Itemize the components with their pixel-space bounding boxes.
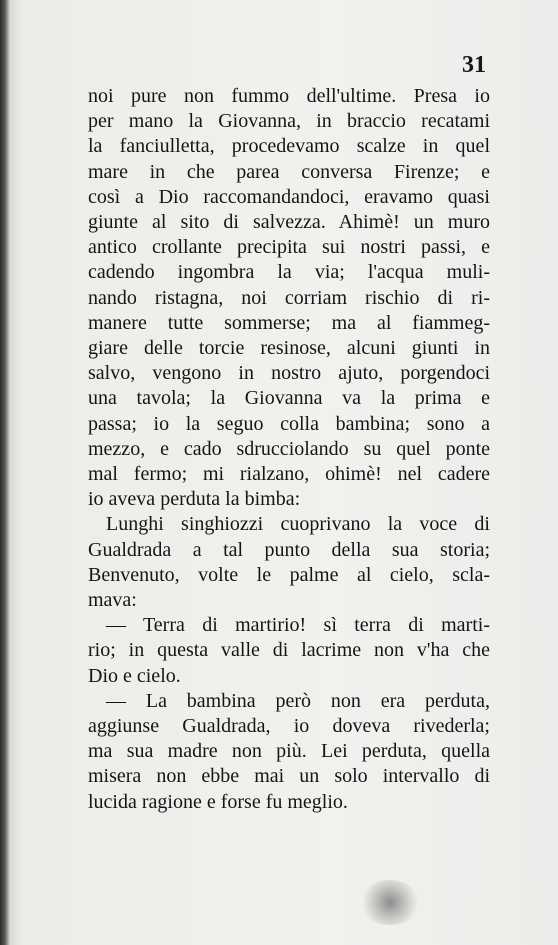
text-line: così a Dio raccomandandoci, eravamo quasi bbox=[88, 185, 490, 208]
text-line: antico crollante precipita sui nostri passi, e bbox=[88, 236, 490, 259]
text-line: noi pure non fummo dell'ultime. Presa io bbox=[88, 85, 490, 107]
text-line: misera non ebbe mai un solo intervallo di bbox=[88, 765, 490, 788]
page-number: 31 bbox=[462, 52, 486, 78]
body-text bbox=[88, 84, 490, 815]
text-line: nando ristagna, noi corriam rischio di ri- bbox=[88, 286, 490, 309]
text-line: lucida ragione e forse fu meglio. bbox=[88, 790, 348, 813]
text-line: mava: bbox=[88, 589, 137, 612]
text-line: — Terra di martirio! sì terra di marti- bbox=[106, 614, 490, 637]
text-line: Lunghi singhiozzi cuoprivano la voce di bbox=[106, 513, 490, 536]
text-line: la fanciulletta, procedevamo scalze in quel bbox=[88, 135, 490, 158]
text-line: passa; io la seguo colla bambina; sono a bbox=[88, 412, 490, 435]
text-line: cadendo ingombra la via; l'acqua muli- bbox=[88, 261, 490, 284]
text-line: salvo, vengono in nostro ajuto, porgendoci bbox=[88, 362, 490, 385]
text-line: io aveva perduta la bimba: bbox=[88, 488, 301, 511]
text-line: per mano la Giovanna, in braccio recatami bbox=[88, 110, 490, 133]
text-line: Dio e cielo. bbox=[88, 664, 181, 687]
text-line: manere tutte sommerse; ma al fiammeg- bbox=[88, 311, 490, 334]
text-line: — La bambina però non era perduta, bbox=[106, 689, 490, 712]
text-line: rio; in questa valle di lacrime non v'ha che bbox=[88, 639, 490, 662]
ink-stain bbox=[360, 880, 420, 925]
text-line: mezzo, e cado sdrucciolando su quel ponte bbox=[88, 437, 490, 460]
text-line: giare delle torcie resinose, alcuni giunti in bbox=[88, 337, 490, 360]
text-line: mal fermo; mi rialzano, ohimè! nel cadere bbox=[88, 463, 490, 486]
text-line: giunte al sito di salvezza. Ahimè! un muro bbox=[88, 211, 490, 234]
text-line: ma sua madre non più. Lei perduta, quella bbox=[88, 740, 490, 763]
text-line: Gualdrada a tal punto della sua storia; bbox=[88, 538, 490, 561]
text-line: mare in che parea conversa Firenze; e bbox=[88, 160, 490, 183]
text-line: una tavola; la Giovanna va la prima e bbox=[88, 387, 490, 410]
text-line: aggiunse Gualdrada, io doveva rivederla; bbox=[88, 715, 490, 738]
text-line: Benvenuto, volte le palme al cielo, scla- bbox=[88, 563, 490, 586]
